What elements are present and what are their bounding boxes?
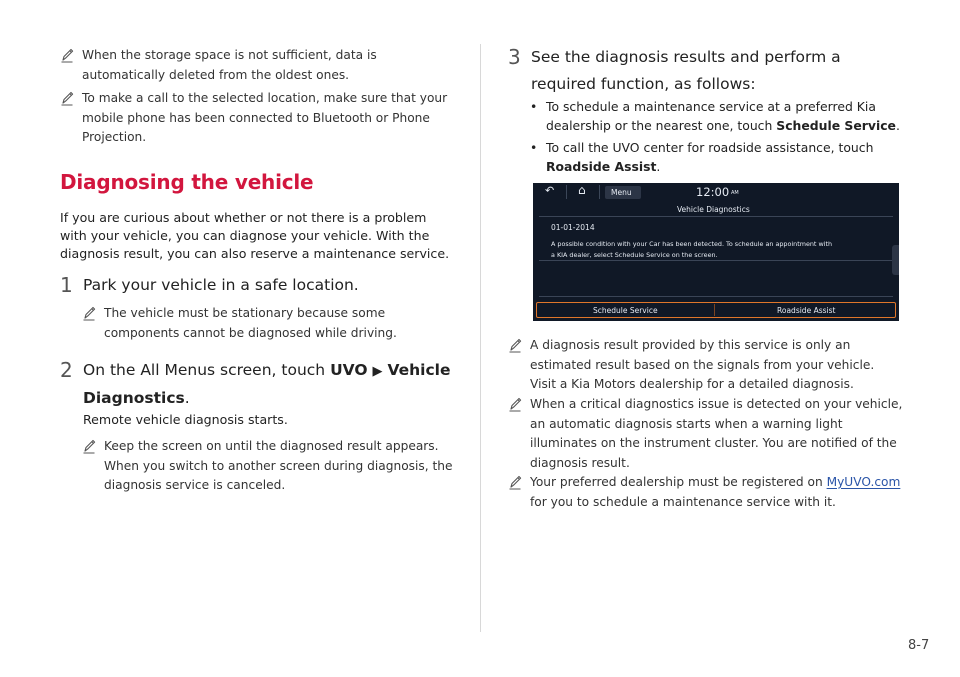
step-number: 1 [60, 273, 73, 297]
step-2 [60, 357, 460, 413]
step-text: Park your vehicle in a safe location. [83, 276, 359, 294]
note-text: A diagnosis result provided by this service is only an estimated result based on the signals from your vehicle. Visit a Kia Motors dealership for a detailed diagnosis. [530, 338, 875, 391]
diagnostics-screenshot [533, 183, 899, 321]
note-storage [60, 46, 460, 86]
bullet-roadside: • To call the UVO center for roadside assistance, touch Roadside Assist. [530, 140, 874, 174]
screen-top-bar [533, 183, 899, 201]
bullet-schedule: • To schedule a maintenance service at a preferred Kia dealership or the nearest one, touch Schedule Service. [530, 99, 900, 133]
clock-ampm: AM [731, 190, 739, 196]
note-text: Your preferred dealership must be registered on MyUVO.com for you to schedule a maintenance service with it. [530, 475, 901, 509]
note-text: When the storage space is not sufficient, data is automatically deleted from the oldest ones. [82, 48, 377, 82]
diagnosis-message-line1: A possible condition with your Car has been detected. To schedule an appointment with [551, 240, 833, 248]
intro-paragraph: If you are curious about whether or not there is a problem with your vehicle, you can diagnose your vehicle. With the diagnosis result, you can also reserve a maintenance service. [60, 210, 450, 261]
step-1 [60, 272, 460, 300]
home-icon[interactable]: ⌂ [578, 183, 586, 197]
column-divider [480, 44, 481, 632]
section-heading: Diagnosing the vehicle [60, 170, 314, 194]
roadside-assist-button[interactable]: Roadside Assist [777, 306, 836, 315]
clock-time: 12:00 [696, 185, 730, 199]
note-estimate [508, 336, 903, 396]
pen-note-icon [82, 438, 96, 454]
pen-note-icon [508, 337, 522, 353]
diagnosis-date: 01-01-2014 [551, 223, 595, 232]
step-number: 2 [60, 358, 73, 382]
schedule-service-button[interactable]: Schedule Service [593, 306, 658, 315]
arrow-right-icon: ▶ [372, 364, 383, 379]
pen-note-icon [60, 90, 74, 106]
page-number: 8-7 [908, 638, 930, 653]
note-call [60, 89, 460, 149]
menu-label: Menu [611, 188, 632, 197]
note-text: The vehicle must be stationary because some components cannot be diagnosed while driving. [104, 306, 397, 340]
step-2-result: Remote vehicle diagnosis starts. [83, 412, 288, 427]
pen-note-icon [508, 396, 522, 412]
note-critical [508, 395, 903, 475]
side-tab-handle[interactable] [892, 245, 899, 275]
note-stationary [82, 304, 460, 344]
myuvo-link[interactable]: MyUVO.com [826, 475, 901, 489]
note-text: To make a call to the selected location, make sure that your mobile phone has been connected to Bluetooth or Phone Projection. [82, 91, 448, 144]
note-text: Keep the screen on until the diagnosed result appears. When you switch to another screen during diagnosis, the diagnosis service is canceled. [104, 439, 453, 492]
pen-note-icon [60, 47, 74, 63]
note-keep-screen [82, 437, 460, 497]
note-dealership [508, 473, 903, 513]
step-number: 3 [508, 45, 521, 69]
screen-button-bar [536, 302, 896, 318]
step-3 [508, 44, 903, 100]
back-icon[interactable]: ↶ [545, 184, 555, 197]
pen-note-icon [508, 474, 522, 490]
diagnosis-message-line2: a KIA dealer, select Schedule Service on the screen. [551, 251, 718, 259]
pen-note-icon [82, 305, 96, 321]
step-text: On the All Menus screen, touch UVO ▶ Vehicle Diagnostics. [83, 361, 451, 407]
screen-title: Vehicle Diagnostics [677, 205, 750, 214]
step-text: See the diagnosis results and perform a required function, as follows: [531, 48, 841, 93]
note-text: When a critical diagnostics issue is detected on your vehicle, an automatic diagnosis starts when a warning light illuminates on the instrument cluster. You are notified of the diagnosis result. [530, 397, 903, 470]
